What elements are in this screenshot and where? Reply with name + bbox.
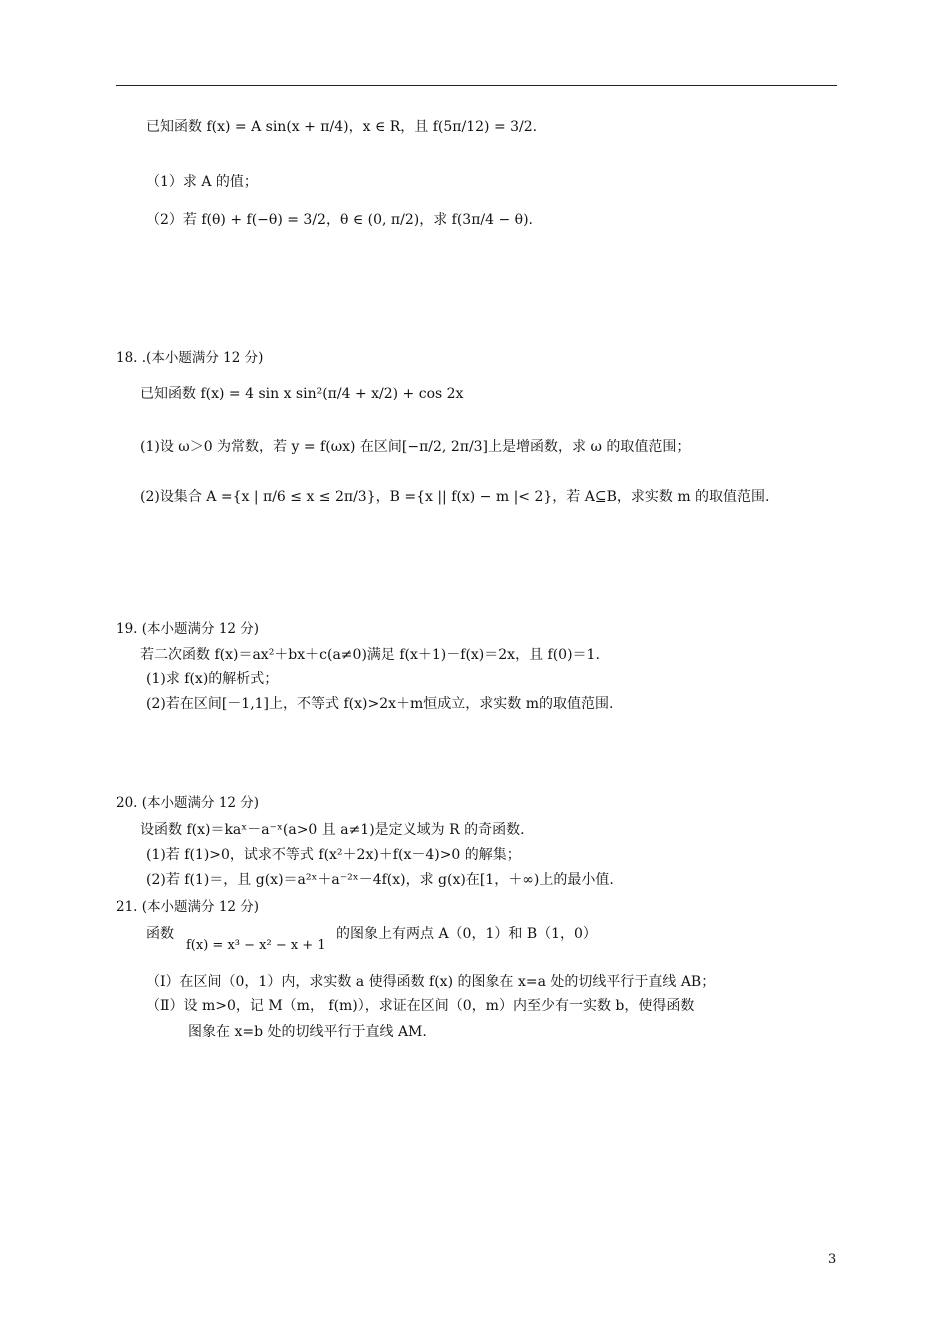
problem20-question2: (2)若 f(1)＝，且 g(x)＝a²ˣ＋a⁻²ˣ－4f(x)，求 g(x)在[1，＋∞)上的最小值. xyxy=(146,872,614,888)
problem18-question2: (2)设集合 A ={x | π/6 ≤ x ≤ 2π/3}，B ={x || f(x) − m |< 2}，若 A⊆B，求实数 m 的取值范围. xyxy=(140,489,770,505)
problem19-header: 19. (本小题满分 12 分) xyxy=(116,621,260,637)
problem21-function: f(x) = x³ − x² − x + 1 xyxy=(186,938,326,953)
header-rule xyxy=(116,85,837,86)
problem21-header: 21. (本小题满分 12 分) xyxy=(116,899,260,915)
problem19-intro: 若二次函数 f(x)＝ax²＋bx＋c(a≠0)满足 f(x＋1)－f(x)＝2x，且 f(0)＝1. xyxy=(140,647,600,663)
problem20-header: 20. (本小题满分 12 分) xyxy=(116,795,260,811)
problem20-question1: (1)若 f(1)>0，试求不等式 f(x²＋2x)＋f(x－4)>0 的解集； xyxy=(146,847,521,863)
problem17-question1: （1）求 A 的值； xyxy=(146,174,258,190)
problem21-question1: （Ⅰ）在区间（0，1）内，求实数 a 使得函数 f(x) 的图象在 x=a 处的切线平行于直线 AB； xyxy=(146,974,716,990)
problem19-question2: (2)若在区间[－1,1]上，不等式 f(x)>2x＋m恒成立，求实数 m的取值范围. xyxy=(146,696,614,712)
problem21-question2-continued: 图象在 x=b 处的切线平行于直线 AM. xyxy=(188,1024,427,1040)
problem19-question1: (1)求 f(x)的解析式； xyxy=(146,671,279,687)
problem21-question2: （Ⅱ）设 m>0，记 M（m， f(m)），求证在区间（0，m）内至少有一实数 b，使得函数 xyxy=(146,998,695,1014)
problem18-question1: (1)设 ω＞0 为常数，若 y = f(ωx) 在区间[−π/2, 2π/3]上是增函数，求 ω 的取值范围； xyxy=(140,439,691,455)
problem17-intro: 已知函数 f(x) = A sin(x + π/4)，x ∈ R，且 f(5π/12) = 3/2. xyxy=(146,119,538,135)
page-number: 3 xyxy=(828,1252,837,1267)
problem21-intro-tail: 的图象上有两点 A（0，1）和 B（1，0） xyxy=(336,926,597,942)
problem17-question2: （2）若 f(θ) + f(−θ) = 3/2，θ ∈ (0, π/2)，求 f(3π/4 − θ). xyxy=(146,212,533,228)
problem18-intro: 已知函数 f(x) = 4 sin x sin²(π/4 + x/2) + cos 2x xyxy=(140,386,464,402)
problem18-header: 18. .(本小题满分 12 分) xyxy=(116,350,264,366)
problem20-intro: 设函数 f(x)＝kaˣ－a⁻ˣ(a>0 且 a≠1)是定义域为 R 的奇函数. xyxy=(140,822,525,838)
problem21-intro-lead: 函数 xyxy=(146,926,174,942)
